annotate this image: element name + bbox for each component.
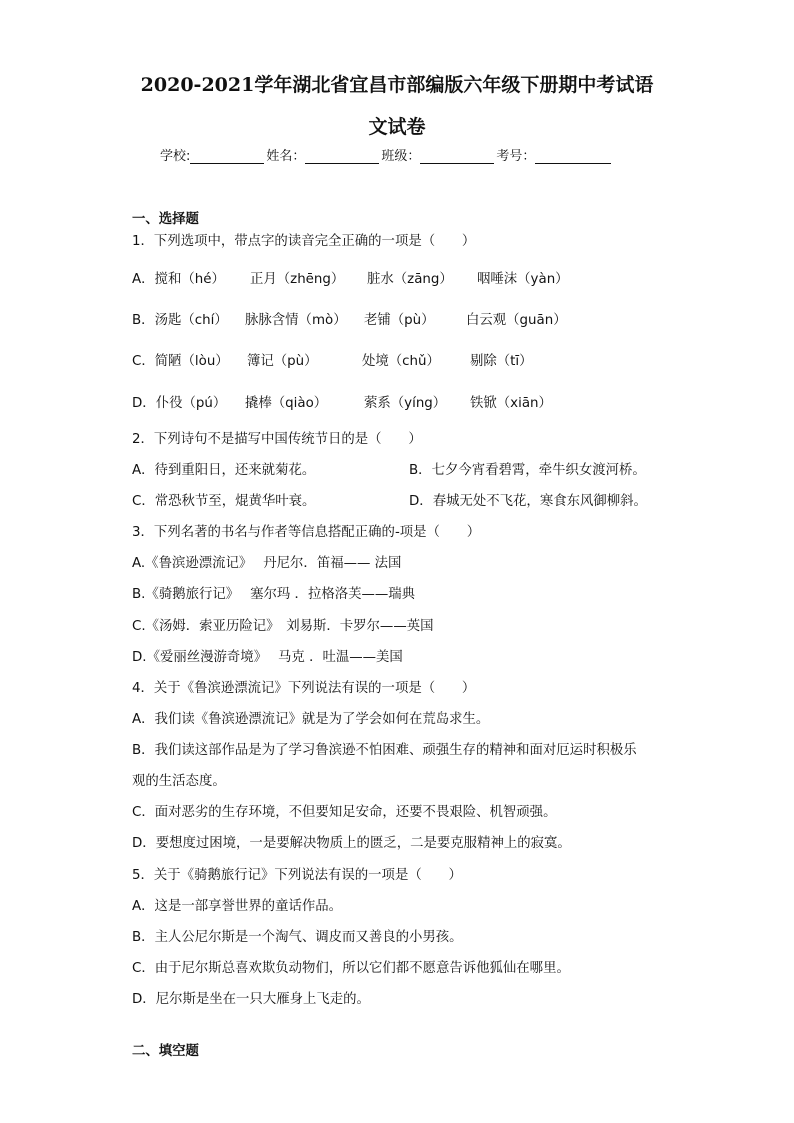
q1-option-c-1: C．简陋（lòu） (132, 354, 229, 369)
q5-option-a: A．这是一部享誉世界的童话作品。 (132, 899, 343, 914)
school-label: 学校: (160, 149, 191, 164)
q2-option-c: C．常恐秋节至，焜黄华叶衰。 (132, 494, 316, 509)
q1-option-a-1: A．搅和（hé） (132, 272, 225, 287)
question-4-stem: 4．关于《鲁滨逊漂流记》下列说法有误的一项是（ ） (132, 681, 476, 696)
section-heading-fill: 二、填空题 (132, 1044, 199, 1059)
q4-option-a: A．我们读《鲁滨逊漂流记》就是为了学会如何在荒岛求生。 (132, 712, 490, 727)
q1-option-b-2: 脉脉含情（mò） (245, 313, 347, 328)
q1-option-a-3: 脏水（zāng） (367, 272, 453, 287)
q4-option-c: C．面对恶劣的生存环境，不但要知足安命，还要不畏艰险、机智顽强。 (132, 805, 557, 820)
question-2-stem: 2．下列诗句不是描写中国传统节日的是（ ） (132, 432, 422, 447)
question-3-stem: 3．下列名著的书名与作者等信息搭配正确的-项是（ ） (132, 525, 481, 540)
section-heading-choice: 一、选择题 (132, 212, 199, 227)
name-blank (305, 148, 379, 164)
q1-option-b-1: B．汤匙（chí） (132, 313, 228, 328)
q5-option-b: B．主人公尼尔斯是一个淘气、调皮而又善良的小男孩。 (132, 930, 463, 945)
q1-option-c-4: 剔除（tī） (470, 354, 533, 369)
q1-option-c-2: 簿记（pù） (247, 354, 318, 369)
question-1-stem: 1．下列选项中，带点字的读音完全正确的一项是（ ） (132, 234, 476, 249)
q4-option-b-line2: 观的生活态度。 (132, 774, 226, 789)
q1-option-d-1: D．仆役（pú） (132, 396, 227, 411)
q5-option-c: C．由于尼尔斯总喜欢欺负动物们，所以它们都不愿意告诉他狐仙在哪里。 (132, 961, 570, 976)
q1-option-d-3: 萦系（yíng） (364, 396, 447, 411)
q1-option-d-2: 撬棒（qiào） (245, 396, 328, 411)
q3-option-d: D.《爱丽丝漫游奇境》 马克 ．吐温——美国 (132, 650, 403, 665)
name-label: 姓名： (266, 149, 306, 164)
school-blank (190, 148, 264, 164)
q1-option-b-3: 老铺（pù） (364, 313, 435, 328)
q3-option-a: A.《鲁滨逊漂流记》 丹尼尔．笛福—— 法国 (132, 556, 402, 571)
class-blank (420, 148, 494, 164)
q4-option-d: D．要想度过困境，一是要解决物质上的匮乏，二是要克服精神上的寂寞。 (132, 836, 571, 851)
number-label: 考号： (496, 149, 536, 164)
q1-option-c-3: 处境（chǔ） (362, 354, 440, 369)
exam-title-line1: 2020-2021学年湖北省宜昌市部编版六年级下册期中考试语 (140, 74, 654, 96)
q5-option-d: D．尼尔斯是坐在一只大雁身上飞走的。 (132, 992, 370, 1007)
q1-option-a-4: 咽唾沫（yàn） (477, 272, 569, 287)
class-label: 班级： (381, 149, 421, 164)
number-blank (535, 148, 611, 164)
q2-option-d: D．春城无处不飞花，寒食东风御柳斜。 (409, 494, 647, 509)
exam-title-line2: 文试卷 (368, 116, 426, 138)
q4-option-b-line1: B．我们读这部作品是为了学习鲁滨逊不怕困难、顽强生存的精神和面对厄运时积极乐 (132, 743, 637, 758)
question-5-stem: 5．关于《骑鹅旅行记》下列说法有误的一项是（ ） (132, 868, 462, 883)
q1-option-a-2: 正月（zhēng） (250, 272, 345, 287)
q3-option-b: B.《骑鹅旅行记》 塞尔玛 ．拉格洛芙——瑞典 (132, 587, 416, 602)
student-info-row (160, 145, 613, 164)
q3-option-c: C.《汤姆．索亚历险记》 刘易斯．卡罗尔——英国 (132, 619, 434, 634)
q1-option-d-4: 铁锨（xiān） (470, 396, 552, 411)
q2-option-a: A．待到重阳日，还来就菊花。 (132, 463, 316, 478)
q1-option-b-4: 白云观（guān） (466, 313, 567, 328)
q2-option-b: B．七夕今宵看碧霄，牵牛织女渡河桥。 (409, 463, 646, 478)
